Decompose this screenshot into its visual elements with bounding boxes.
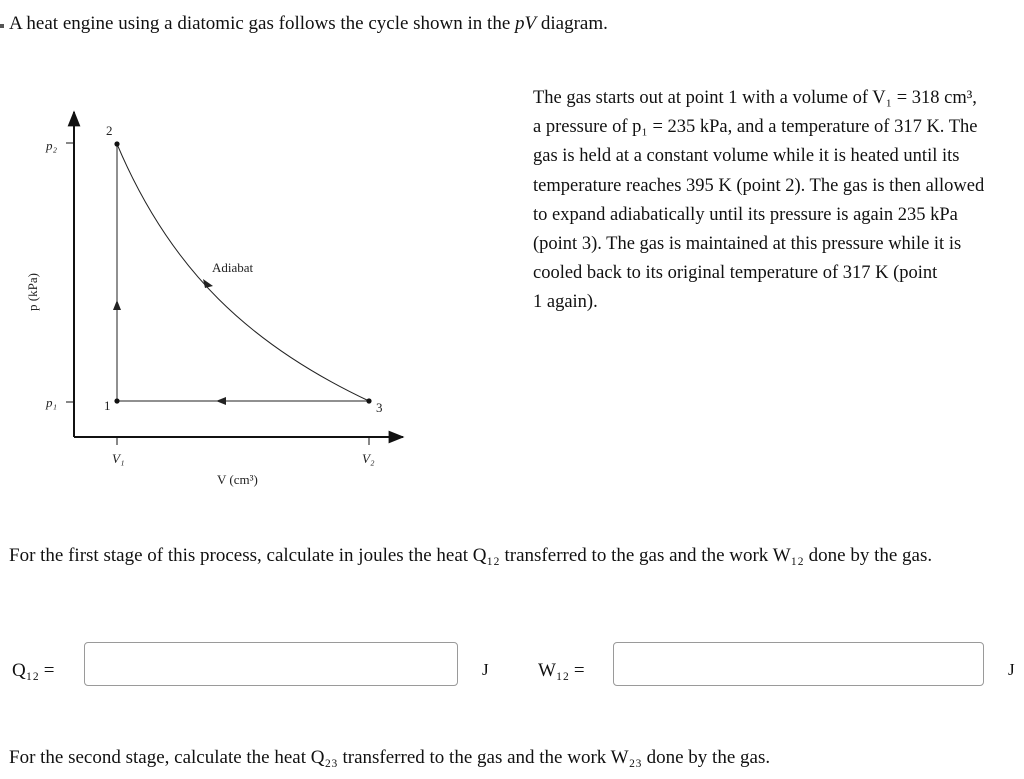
q12-input[interactable] bbox=[84, 642, 458, 686]
point-1-label: 1 bbox=[104, 398, 111, 413]
problem-line: temperature reaches 395 K (point 2). The gas is then allowed bbox=[533, 175, 985, 196]
point-3-dot bbox=[366, 398, 371, 403]
problem-line: The gas starts out at point 1 with a volume of V₁ = 318 cm³, bbox=[533, 88, 977, 108]
problem-line: gas is held at a constant volume while it is heated until its bbox=[533, 146, 960, 167]
stage1-question: For the first stage of this process, calculate in joules the heat Q₁₂ transferred to the gas and the work W₁₂ done by the gas. bbox=[9, 545, 933, 566]
intro-text-end: diagram. bbox=[536, 13, 608, 34]
v2-label: V₂ bbox=[362, 451, 375, 466]
intro-text bbox=[9, 13, 608, 35]
point-2-dot bbox=[114, 141, 119, 146]
edge-marker bbox=[0, 24, 4, 28]
problem-line: a pressure of p₁ = 235 kPa, and a temperature of 317 K. The bbox=[533, 117, 978, 138]
problem-line: to expand adiabatically until its pressure is again 235 kPa bbox=[533, 204, 958, 225]
isobaric-arrow bbox=[216, 397, 226, 405]
intro-pv: pV bbox=[515, 13, 537, 34]
problem-line: (point 3). The gas is maintained at this pressure while it is bbox=[533, 234, 962, 255]
w12-label: W₁₂ = bbox=[538, 660, 585, 681]
q12-label: Q₁₂ = bbox=[12, 660, 55, 681]
w12-unit: J bbox=[1008, 660, 1015, 679]
point-1-dot bbox=[114, 398, 119, 403]
problem-line: 1 again). bbox=[533, 292, 598, 313]
pv-diagram bbox=[20, 100, 420, 500]
problem-statement bbox=[533, 84, 1019, 318]
isochoric-arrow bbox=[113, 300, 121, 310]
adiabat-label: Adiabat bbox=[212, 260, 254, 275]
p1-label: p₁ bbox=[46, 395, 58, 410]
adiabat-arrow bbox=[203, 279, 213, 288]
p2-label: p₂ bbox=[46, 138, 58, 153]
w12-input[interactable] bbox=[613, 642, 984, 686]
x-axis-label: V (cm³) bbox=[217, 472, 258, 487]
point-3-label: 3 bbox=[376, 400, 383, 415]
intro-text-start: A heat engine using a diatomic gas follows the cycle shown in the bbox=[9, 13, 516, 34]
y-axis-label: p (kPa) bbox=[25, 273, 40, 311]
problem-line: cooled back to its original temperature of 317 K (point bbox=[533, 263, 938, 284]
q12-unit: J bbox=[482, 660, 489, 679]
stage2-question: For the second stage, calculate the heat Q₂₃ transferred to the gas and the work W₂₃ done by the gas. bbox=[9, 747, 771, 768]
v1-label: V₁ bbox=[112, 451, 125, 466]
point-2-label: 2 bbox=[106, 123, 113, 138]
